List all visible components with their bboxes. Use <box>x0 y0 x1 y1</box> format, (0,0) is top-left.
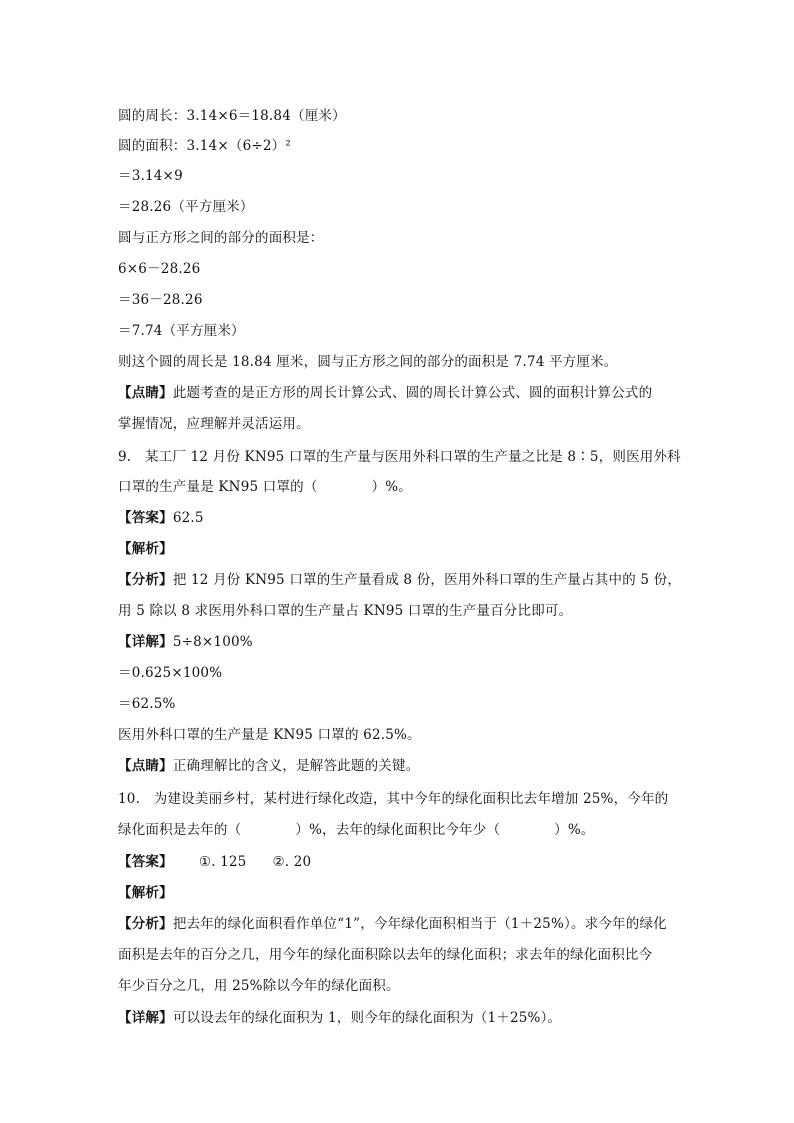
text-line: 圆的面积：3.14×（6÷2）² <box>118 138 291 154</box>
question-text: ）%。 <box>371 479 412 495</box>
question-9-line: 9. 某工厂 12 月份 KN95 口罩的生产量与医用外科口罩的生产量之比是 8∶5，则医用外科 <box>118 449 681 465</box>
label-daan: 【答案】 <box>118 854 173 870</box>
analysis-line <box>118 914 667 934</box>
text-line: 面积是去年的百分之几，用今年的绿化面积除以去年的绿化面积；求去年的绿化面积比今 <box>118 947 653 963</box>
answer-value: ②. 20 <box>272 854 312 870</box>
label-jiexi: 【解析】 <box>118 541 173 557</box>
detail-text: 5÷8×100% <box>172 634 253 650</box>
text-line: ＝36－28.26 <box>118 292 203 308</box>
question-9-blank-line <box>118 477 412 497</box>
analysis-text: 把 12 月份 KN95 口罩的生产量看成 8 份，医用外科口罩的生产量占其中的 5 份， <box>172 572 682 588</box>
comment-text: 此题考查的是正方形的周长计算公式、圆的周长计算公式、圆的面积计算公式的 <box>172 385 653 401</box>
answer-value: ①. 125 <box>198 854 247 870</box>
text-line: 圆与正方形之间的部分的面积是： <box>118 230 324 246</box>
answer-line <box>118 508 204 528</box>
text-line: ＝0.625×100% <box>118 665 223 681</box>
question-10-line: 10. 为建设美丽乡村，某村进行绿化改造，其中今年的绿化面积比去年增加 25%，今年的 <box>118 791 669 807</box>
text-line: 则这个圆的周长是 18.84 厘米，圆与正方形之间的部分的面积是 7.74 平方厘米。 <box>118 354 618 370</box>
question-text: ）%，去年的绿化面积比今年少（ <box>295 822 501 838</box>
answer-value: 62.5 <box>172 510 204 526</box>
label-dianjing: 【点睛】 <box>118 758 173 774</box>
text-line: 年少百分之几，用 25%除以今年的绿化面积。 <box>118 978 400 994</box>
comment-line <box>118 383 652 403</box>
question-text: 口罩的生产量是 KN95 口罩的（ <box>118 479 318 495</box>
label-daan: 【答案】 <box>118 510 173 526</box>
text-line: ＝7.74（平方厘米） <box>118 323 245 339</box>
comment-line <box>118 756 419 776</box>
section-label <box>118 883 173 903</box>
text-line: 圆的周长：3.14×6＝18.84（厘米） <box>118 108 346 124</box>
label-fenxi: 【分析】 <box>118 916 173 932</box>
section-label <box>118 539 173 559</box>
text-line: ＝28.26（平方厘米） <box>118 199 254 215</box>
analysis-line <box>118 570 681 590</box>
text-line: 6×6－28.26 <box>118 261 201 277</box>
text-line: ＝3.14×9 <box>118 168 183 184</box>
text-line: ＝62.5% <box>118 696 176 712</box>
detail-line <box>118 1008 561 1028</box>
text-line: 掌握情况，应理解并灵活运用。 <box>118 416 310 432</box>
text-line: 医用外科口罩的生产量是 KN95 口罩的 62.5%。 <box>118 727 421 743</box>
label-xiangjie: 【详解】 <box>118 1010 173 1026</box>
label-xiangjie: 【详解】 <box>118 634 173 650</box>
analysis-text: 把去年的绿化面积看作单位“1”，今年绿化面积相当于（1＋25%）。求今年的绿化 <box>172 916 667 932</box>
detail-text: 可以设去年的绿化面积为 1，则今年的绿化面积为（1＋25%）。 <box>172 1010 562 1026</box>
detail-line <box>118 632 253 652</box>
comment-text: 正确理解比的含义，是解答此题的关键。 <box>172 758 420 774</box>
label-jiexi: 【解析】 <box>118 885 173 901</box>
question-text: ）%。 <box>554 822 595 838</box>
label-dianjing: 【点睛】 <box>118 385 173 401</box>
question-10-blank-line <box>118 820 595 840</box>
text-line: 用 5 除以 8 求医用外科口罩的生产量占 KN95 口罩的生产量百分比即可。 <box>118 603 573 619</box>
question-text: 绿化面积是去年的（ <box>118 822 242 838</box>
label-fenxi: 【分析】 <box>118 572 173 588</box>
answer-line <box>118 852 311 872</box>
